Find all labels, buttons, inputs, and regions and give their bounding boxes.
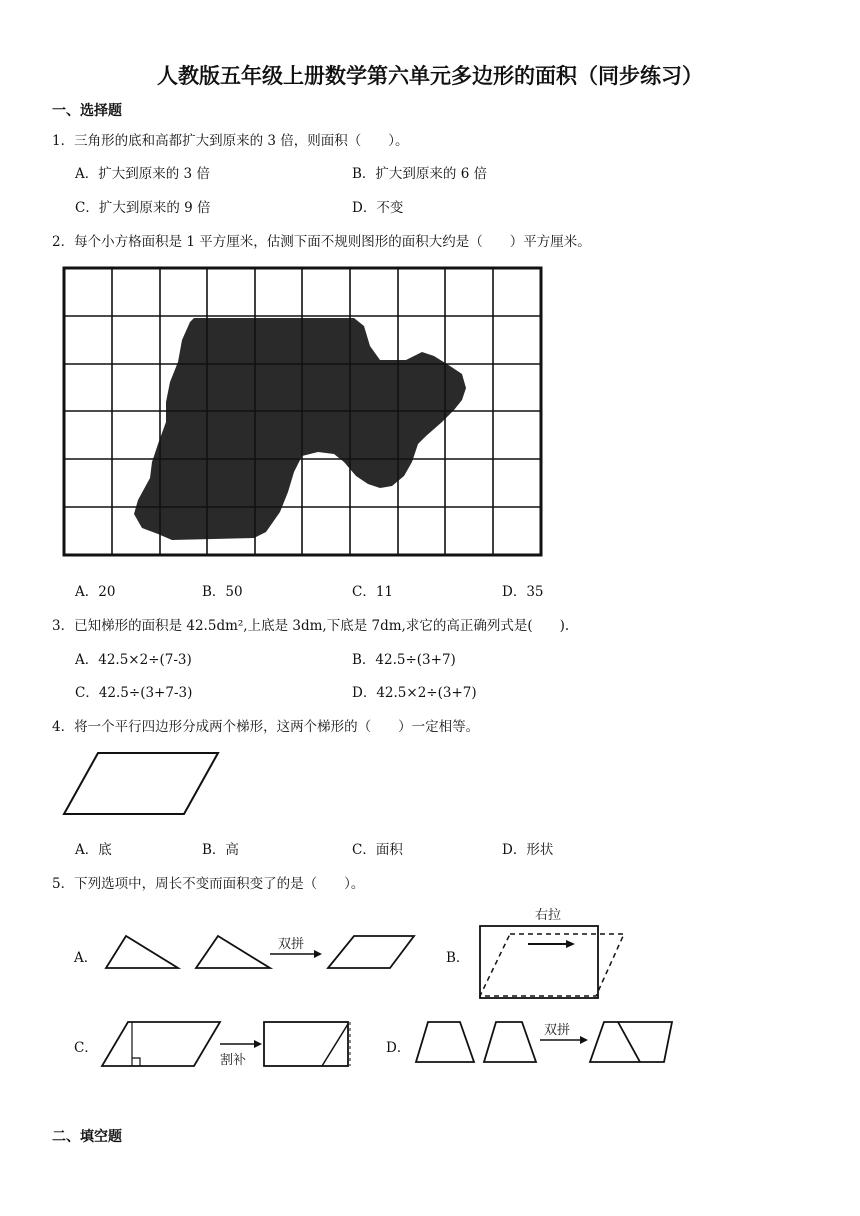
trapezoid-shape	[416, 1022, 474, 1062]
q3-option-c[interactable]: C．42.5÷(3+7-3)	[75, 685, 193, 701]
parallelogram-shape	[102, 1022, 220, 1066]
q1-option-d[interactable]: D．不变	[352, 200, 404, 216]
arrow-head	[566, 940, 575, 948]
q2-option-a[interactable]: A．20	[75, 584, 116, 600]
cut-line	[322, 1024, 348, 1066]
q2-option-c[interactable]: C．11	[352, 584, 394, 600]
arrow-label-cut: 割补	[220, 1053, 247, 1068]
q5-option-d-label[interactable]: D．	[386, 1040, 411, 1056]
q1-option-c[interactable]: C．扩大到原来的 9 倍	[75, 200, 211, 216]
q4-option-d[interactable]: D．形状	[502, 842, 554, 858]
parallelogram-shape	[590, 1022, 672, 1062]
q5-option-b-label[interactable]: B．	[446, 950, 470, 966]
section-heading-choice: 一、选择题	[52, 103, 122, 119]
q5-figure-d	[414, 1018, 678, 1066]
q5-figure-b	[474, 904, 634, 1000]
q4-option-a[interactable]: A．底	[75, 842, 112, 858]
q1-option-a[interactable]: A．扩大到原来的 3 倍	[75, 166, 210, 182]
question-4-text: 4．将一个平行四边形分成两个梯形，这两个梯形的（ ）一定相等。	[52, 719, 480, 735]
q3-option-b[interactable]: B．42.5÷(3+7)	[352, 652, 456, 668]
q4-option-c[interactable]: C．面积	[352, 842, 403, 858]
page-title: 人教版五年级上册数学第六单元多边形的面积（同步练习）	[157, 64, 703, 88]
arrow-label-double: 双拼	[544, 1023, 571, 1038]
label-pull-right: 右拉	[535, 908, 562, 923]
section-heading-fill: 二、填空题	[52, 1129, 122, 1145]
q4-option-b[interactable]: B．高	[202, 842, 239, 858]
triangle-shape	[106, 936, 178, 968]
parallelogram-figure	[62, 750, 222, 818]
q5-option-c-label[interactable]: C．	[74, 1040, 98, 1056]
q3-option-d[interactable]: D．42.5×2÷(3+7)	[352, 685, 477, 701]
question-3-text: 3．已知梯形的面积是 42.5dm²,上底是 3dm,下底是 7dm,求它的高正确列式是( ).	[52, 618, 570, 634]
join-line	[618, 1022, 640, 1062]
arrow-label-double: 双拼	[278, 937, 305, 952]
trapezoid-shape	[484, 1022, 536, 1062]
arrow-head	[254, 1040, 262, 1048]
triangle-shape	[196, 936, 270, 968]
right-angle-mark	[132, 1058, 140, 1066]
parallelogram-shape	[328, 936, 414, 968]
q2-option-d[interactable]: D．35	[502, 584, 544, 600]
question-1-text: 1．三角形的底和高都扩大到原来的 3 倍，则面积（ ）。	[52, 133, 409, 149]
q5-figure-c	[100, 1016, 360, 1072]
question-2-text: 2．每个小方格面积是 1 平方厘米，估测下面不规则图形的面积大约是（ ）平方厘米。	[52, 234, 591, 250]
arrow-head	[580, 1036, 588, 1044]
grid-irregular-figure	[62, 266, 544, 558]
q5-option-a-label[interactable]: A．	[74, 950, 98, 966]
q3-option-a[interactable]: A．42.5×2÷(7-3)	[75, 652, 192, 668]
question-5-text: 5．下列选项中，周长不变而面积变了的是（ ）。	[52, 876, 365, 892]
q2-option-b[interactable]: B．50	[202, 584, 243, 600]
q1-option-b[interactable]: B．扩大到原来的 6 倍	[352, 166, 488, 182]
rectangle-shape	[480, 926, 598, 998]
q5-figure-a	[100, 928, 420, 974]
arrow-head	[314, 950, 322, 958]
